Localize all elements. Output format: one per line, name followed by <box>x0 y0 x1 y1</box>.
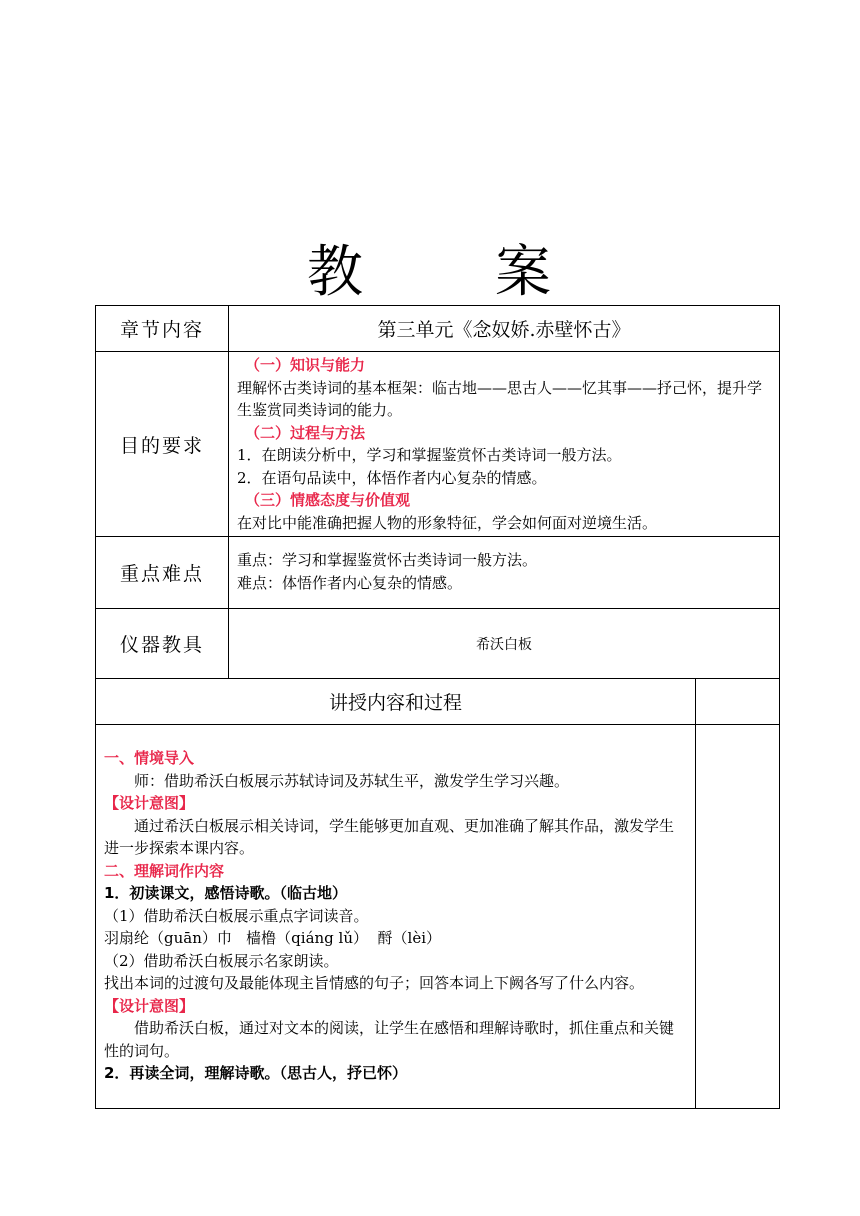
step-1-c: 找出本词的过渡句及最能体现主旨情感的句子；回答本词上下阙各写了什么内容。 <box>104 974 645 992</box>
step-1-words: 羽扇纶（guān）巾 樯橹（qiáng lǔ） 酹（lèi） <box>104 929 442 947</box>
page-title <box>0 228 860 308</box>
title-char-1: 教 <box>307 240 365 305</box>
section-1-text: 师：借助希沃白板展示苏轼诗词及苏轼生平，激发学生学习兴趣。 <box>134 771 570 790</box>
step-1-a: （1）借助希沃白板展示重点字词读音。 <box>104 906 369 925</box>
section-1-title: 一、情境导入 <box>104 749 195 767</box>
keypoints-label: 重点难点 <box>96 537 229 609</box>
design-intent-2-title: 【设计意图】 <box>104 996 195 1015</box>
chapter-label: 章节内容 <box>96 306 229 352</box>
objectives-heading-3: （三）情感态度与价值观 <box>245 491 411 509</box>
process-content <box>96 725 696 1109</box>
title-char-2: 案 <box>495 240 553 305</box>
keypoints-row <box>96 537 780 609</box>
process-side-column <box>696 725 780 1109</box>
design-intent-2-text: 借助希沃白板，通过对文本的阅读，让学生在感悟和理解诗歌时，抓住重点和关键性的词句。 <box>104 1019 675 1060</box>
step-1-title: 1．初读课文，感悟诗歌。（临古地） <box>104 884 347 902</box>
process-header-row <box>96 679 780 725</box>
step-1-b: （2）借助希沃白板展示名家朗读。 <box>104 951 339 970</box>
objectives-label: 目的要求 <box>96 352 229 537</box>
step-2-title: 2．再读全词，理解诗歌。（思古人，抒已怀） <box>104 1064 407 1082</box>
process-header-side <box>696 679 780 725</box>
keypoints-difficulty: 难点：体悟作者内心复杂的情感。 <box>237 573 463 592</box>
tools-label: 仪器教具 <box>96 609 229 679</box>
process-row <box>96 725 780 1109</box>
tools-value: 希沃白板 <box>229 609 780 679</box>
objectives-heading-2: （二）过程与方法 <box>245 423 366 442</box>
tools-row <box>96 609 780 679</box>
chapter-row <box>96 306 780 352</box>
objectives-text-3: 在对比中能准确把握人物的形象特征，学会如何面对逆境生活。 <box>237 513 658 532</box>
keypoints-content <box>229 537 780 609</box>
objectives-text-2b: 2．在语句品读中，体悟作者内心复杂的情感。 <box>237 468 547 487</box>
objectives-content <box>229 352 780 537</box>
design-intent-1-text: 通过希沃白板展示相关诗词，学生能够更加直观、更加准确了解其作品，激发学生进一步探索本课内容。 <box>104 816 675 857</box>
section-2-title: 二、理解词作内容 <box>104 861 225 880</box>
lesson-plan-table <box>95 305 780 1109</box>
objectives-heading-1: （一）知识与能力 <box>245 356 366 374</box>
objectives-row <box>96 352 780 537</box>
keypoints-key: 重点：学习和掌握鉴赏怀古类诗词一般方法。 <box>237 551 538 569</box>
objectives-text-2a: 1．在朗读分析中，学习和掌握鉴赏怀古类诗词一般方法。 <box>237 446 622 464</box>
chapter-value: 第三单元《念奴娇.赤壁怀古》 <box>229 306 780 352</box>
process-header: 讲授内容和过程 <box>96 679 696 725</box>
design-intent-1-title: 【设计意图】 <box>104 794 195 812</box>
objectives-text-1: 理解怀古类诗词的基本框架：临古地——思古人——忆其事——抒己怀，提升学生鉴赏同类诗词的能力。 <box>237 378 763 419</box>
